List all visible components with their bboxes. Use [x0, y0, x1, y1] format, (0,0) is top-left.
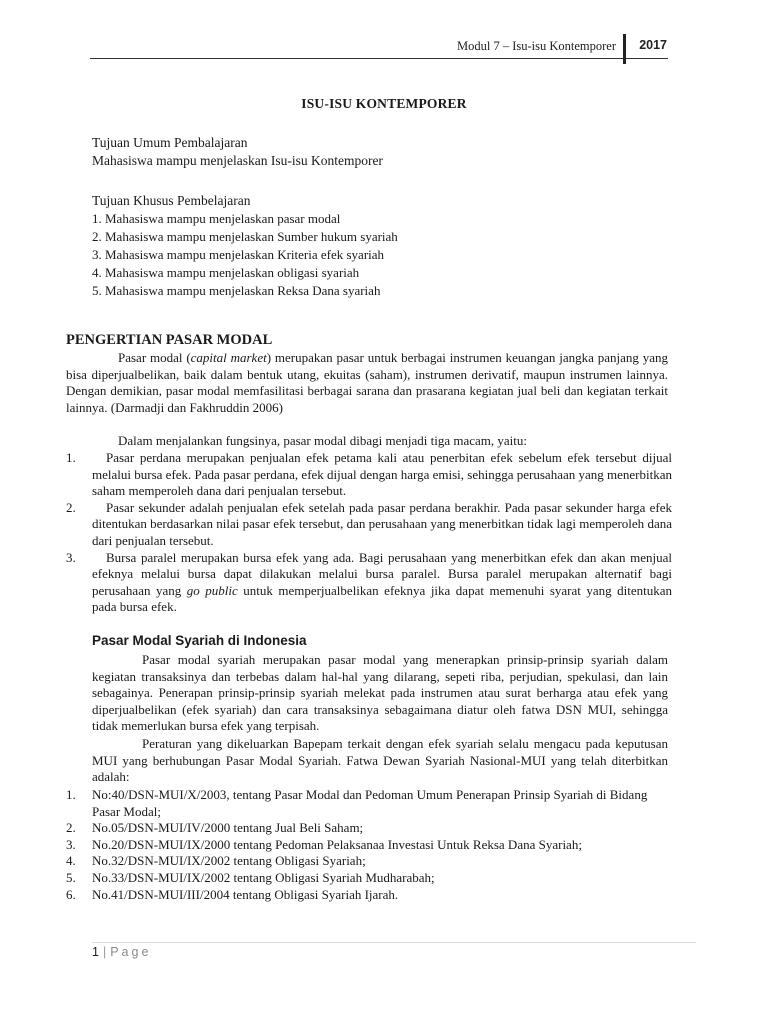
list-italic-term: go public [186, 582, 238, 598]
list-text: No.33/DSN-MUI/IX/2002 tentang Obligasi Syariah Mudharabah; [92, 869, 435, 885]
list-number: 6. [66, 886, 76, 902]
list-text-end: untuk memperjualbelikan efeknya jika dapat memenuhi syarat yang ditentukan pada bursa efek. [92, 582, 672, 615]
intro-paragraph [66, 350, 668, 416]
list-number: 3. [66, 836, 76, 852]
specific-goals [92, 192, 672, 300]
list-number: 2. [66, 499, 76, 515]
header-year: 2017 [639, 38, 667, 52]
list-text: Pasar perdana merupakan penjualan efek petama kali atau penerbitan efek sebelum efek tersebut dijual melalui bursa efek. Pada pasar perdana, efek dijual dengan harga emisi, sehingga perusahaan yang menerbitkan saham memperoleh dana dari penjualan tersebut. [92, 450, 672, 499]
list-text-start: Bursa paralel merupakan bursa efek yang ada. Bagi perusahaan yang menerbitkan efek dan akan menjual efeknya melalui bursa dapat dilakukan melalui bursa paralel. Bursa paralel merupakan alternatif bagi perusahaan yang [92, 549, 672, 598]
list-text: No.32/DSN-MUI/IX/2002 tentang Obligasi Syariah; [92, 853, 366, 869]
list-item [66, 820, 672, 837]
footer-divider [92, 942, 696, 943]
lead-sentence: Dalam menjalankan fungsinya, pasar modal dibagi menjadi tiga macam, yaitu: [118, 433, 528, 448]
list-item [66, 887, 672, 904]
general-goal-heading: Tujuan Umum Pembalajaran [92, 135, 248, 150]
specific-goals-list [92, 210, 672, 300]
list-item [66, 450, 672, 500]
list-number: 2. [66, 820, 76, 836]
intro-text-start: Pasar modal ( [118, 350, 191, 365]
fatwa-list [66, 787, 672, 903]
general-goal-text: Mahasiswa mampu menjelaskan Isu-isu Kontemporer [92, 153, 383, 168]
page-label: Page [110, 945, 152, 959]
list-item [66, 500, 672, 550]
header-module-title: Modul 7 – Isu-isu Kontemporer [456, 39, 616, 53]
general-goal [92, 134, 672, 170]
list-item [66, 853, 672, 870]
page-number: 1 [92, 945, 99, 959]
list-item: 5. Mahasiswa mampu menjelaskan Reksa Dana syariah [92, 283, 381, 298]
list-item: 4. Mahasiswa mampu menjelaskan obligasi syariah [92, 265, 360, 280]
section-heading-syariah: Pasar Modal Syariah di Indonesia [92, 633, 307, 648]
intro-italic-term: capital market [190, 350, 267, 365]
market-types-list [66, 450, 672, 616]
list-number: 1. [66, 450, 76, 465]
list-number: 3. [66, 549, 76, 565]
document-title: ISU-ISU KONTEMPORER [301, 96, 467, 111]
syariah-paragraph-2: Peraturan yang dikeluarkan Bapepam terkait dengan efek syariah selalu mengacu pada keputusan MUI yang berhubungan Pasar Modal Syariah. Fatwa Dewan Syariah Nasional-MUI yang telah diterbitkan adalah: [92, 736, 668, 785]
list-item [66, 870, 672, 887]
section-heading-pasar-modal: PENGERTIAN PASAR MODAL [66, 332, 273, 348]
list-item [66, 837, 672, 854]
list-item [66, 550, 672, 616]
intro-text-end: ) merupakan pasar untuk berbagai instrumen keuangan jangka panjang yang bisa diperjualbelikan, baik dalam bentuk utang, ekuitas (saham), instrumen derivatif, maupun instrumen lainnya. Dengan demikian, pasar modal memfasilitasi berbagai sarana dan prasarana kegiatan jual beli dan kegiatan terkait lainnya. (Darmadji dan Fakhruddin 2006) [66, 350, 668, 415]
list-text: Pasar sekunder adalah penjualan efek setelah pada pasar perdana berakhir. Pada pasar sekunder harga efek ditentukan berdasarkan nilai pasar efek tersebut, dan perusahaan yang menerbitkan tidak lagi memperoleh dana dari penjualan tersebut. [92, 499, 672, 548]
list-text: No:40/DSN-MUI/X/2003, tentang Pasar Modal dan Pedoman Umum Penerapan Prinsip Syariah di Bidang Pasar Modal; [92, 787, 648, 819]
header-separator [623, 34, 626, 64]
list-text: No.20/DSN-MUI/IX/2000 tentang Pedoman Pelaksanaa Investasi Untuk Reksa Dana Syariah; [92, 836, 582, 852]
list-number: 5. [66, 869, 76, 885]
list-number: 1. [66, 787, 76, 802]
syariah-paragraph-1: Pasar modal syariah merupakan pasar modal yang menerapkan prinsip-prinsip syariah dalam kegiatan transaksinya dan terbebas dalam hal-hal yang dilarang, sepeti riba, perjudian, spekulasi, dan lain sebagainya. Penerapan prinsip-prinsip syariah melekat pada instrumen atau surat berharga atau efek yang diperjualbelikan (efek syariah) dan cara transaksinya sebagaimana diatur oleh fatwa DSN MUI, sehingga tidak memerlukan bursa efek yang terpisah. [92, 652, 668, 734]
list-item: 3. Mahasiswa mampu menjelaskan Kriteria efek syariah [92, 247, 385, 262]
footer-separator: | [102, 945, 107, 959]
specific-goals-heading: Tujuan Khusus Pembelajaran [92, 193, 251, 208]
list-number: 4. [66, 853, 76, 869]
list-item: 2. Mahasiswa mampu menjelaskan Sumber hukum syariah [92, 229, 398, 244]
page-footer [92, 945, 151, 959]
page-header [90, 34, 668, 59]
list-item: 1. Mahasiswa mampu menjelaskan pasar modal [92, 211, 341, 226]
list-text: No.41/DSN-MUI/III/2004 tentang Obligasi Syariah Ijarah. [92, 886, 399, 902]
list-item [66, 787, 672, 820]
list-text: No.05/DSN-MUI/IV/2000 tentang Jual Beli Saham; [92, 820, 364, 836]
list-text [92, 550, 672, 616]
